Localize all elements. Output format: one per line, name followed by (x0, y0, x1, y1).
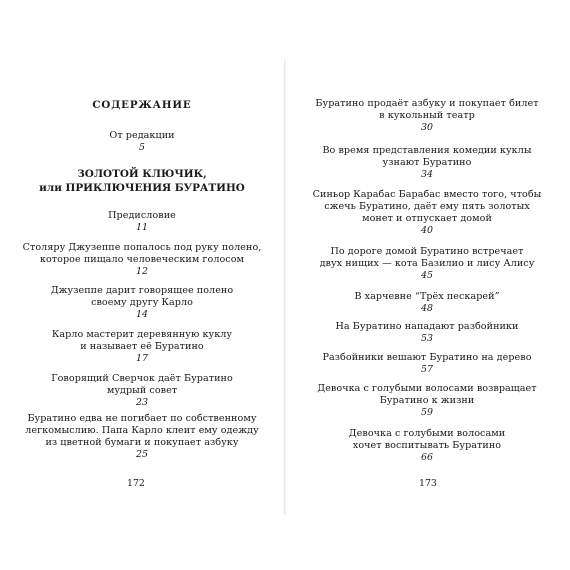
toc-entry[interactable] (307, 246, 547, 282)
toc-entry-page: 59 (421, 407, 433, 418)
toc-entry[interactable] (307, 428, 547, 464)
toc-entry-editorial[interactable] (22, 130, 262, 154)
toc-entry-page: 53 (421, 333, 433, 344)
toc-entry-page: 14 (136, 309, 148, 320)
toc-entry-title: хочет воспитывать Буратино (352, 440, 502, 451)
toc-entry[interactable] (307, 98, 547, 134)
toc-entry-title: в кукольный театр (379, 110, 475, 121)
toc-entry-title: В харчевне “Трёх пескарей” (354, 291, 500, 302)
section-title (22, 167, 262, 195)
toc-entry-page: 11 (136, 222, 148, 233)
toc-entry-title: узнают Буратино (382, 157, 472, 168)
toc-entry-title: Буратино продаёт азбуку и покупает билет (315, 98, 539, 109)
toc-entry[interactable] (307, 291, 547, 315)
toc-entry-title: двух нищих — кота Базилио и лису Алису (319, 258, 535, 269)
toc-entry[interactable] (22, 413, 262, 461)
toc-entry-title: От редакции (109, 130, 175, 141)
toc-entry-title: из цветной бумаги и покупает азбуку (45, 437, 239, 448)
toc-entry-page: 25 (136, 449, 148, 460)
toc-entry-title: Девочка с голубыми волосами возвращает (317, 383, 537, 394)
toc-entry[interactable] (307, 383, 547, 419)
toc-entry-page: 45 (421, 270, 433, 281)
toc-entry-page: 5 (139, 142, 145, 153)
page-number: 173 (419, 478, 437, 489)
toc-entry[interactable] (22, 242, 262, 278)
toc-entry-title: Буратино к жизни (379, 395, 475, 406)
toc-entry-page: 34 (421, 169, 433, 180)
toc-entry[interactable] (22, 285, 262, 321)
toc-entry-page: 48 (421, 303, 433, 314)
toc-entry-title: своему другу Карло (91, 297, 193, 308)
toc-entry-page: 40 (421, 225, 433, 236)
toc-entry-title: которое пищало человеческим голосом (39, 254, 245, 265)
toc-entry-title: Синьор Карабас Барабас вместо того, чтобы (312, 189, 542, 200)
toc-entry-title: Буратино едва не погибает по собственному (27, 413, 257, 424)
toc-entry-title: Карло мастерит деревянную куклу (51, 329, 233, 340)
toc-entry[interactable] (307, 352, 547, 376)
toc-entry-title: На Буратино нападают разбойники (335, 321, 519, 332)
toc-entry-title: сжечь Буратино, даёт ему пять золотых (324, 201, 530, 212)
toc-entry[interactable] (22, 329, 262, 365)
toc-entry-page: 17 (136, 353, 148, 364)
page-number: 172 (127, 478, 145, 489)
toc-entry[interactable] (307, 321, 547, 345)
toc-entry-title: Разбойники вешают Буратино на дерево (322, 352, 532, 363)
toc-entry-title: Джузеппе дарит говорящее полено (50, 285, 234, 296)
section-title-line: или ПРИКЛЮЧЕНИЯ БУРАТИНО (39, 182, 245, 194)
section-title-line: ЗОЛОТОЙ КЛЮЧИК, (77, 168, 207, 180)
toc-entry-title: мудрый совет (106, 385, 178, 396)
toc-entry-title: Говорящий Сверчок даёт Буратино (51, 373, 233, 384)
toc-entry[interactable] (22, 373, 262, 409)
toc-entry-page: 23 (136, 397, 148, 408)
toc-entry-title: Девочка с голубыми волосами (348, 428, 506, 439)
toc-entry-title: и называет её Буратино (80, 341, 204, 352)
toc-entry-title: Предисловие (108, 210, 176, 221)
toc-entry-title: По дороге домой Буратино встречает (330, 246, 524, 257)
right-page (285, 0, 570, 570)
toc-entry[interactable] (307, 145, 547, 181)
toc-entry-page: 30 (421, 122, 433, 133)
toc-entry-page: 12 (136, 266, 148, 277)
toc-entry-title: монет и отпускает домой (362, 213, 492, 224)
contents-heading: СОДЕРЖАНИЕ (92, 99, 192, 111)
toc-entry-title: Столяру Джузеппе попалось под руку полено, (22, 242, 262, 253)
toc-entry-title: Во время представления комедии куклы (322, 145, 532, 156)
toc-entry-page: 66 (421, 452, 433, 463)
toc-entry[interactable] (307, 189, 547, 237)
toc-entry-title: легкомыслию. Папа Карло клеит ему одежду (25, 425, 259, 436)
toc-entry[interactable] (22, 210, 262, 234)
toc-entry-page: 57 (421, 364, 433, 375)
